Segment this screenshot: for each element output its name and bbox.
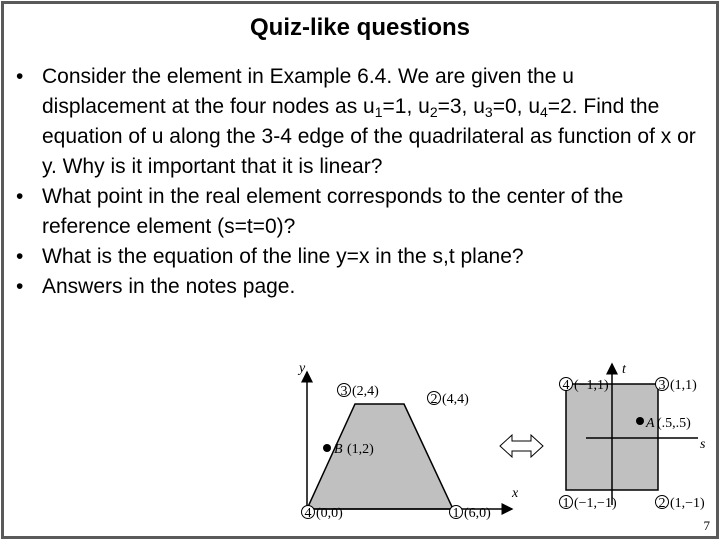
bullet-dot-icon: • bbox=[16, 185, 24, 208]
y-axis-label: y bbox=[299, 361, 306, 376]
s-axis-label: s bbox=[700, 437, 706, 452]
real-node-3-coord: (2,4) bbox=[352, 384, 379, 399]
ref-node-3-number: 3 bbox=[658, 378, 666, 393]
real-element-diagram bbox=[297, 361, 519, 521]
real-element-quadrilateral bbox=[307, 404, 453, 509]
page-number: 7 bbox=[703, 518, 710, 533]
point-b-coord: (1,2) bbox=[347, 442, 374, 457]
real-node-1-number: 1 bbox=[452, 506, 460, 521]
real-node-1-coord: (6,0) bbox=[464, 506, 491, 521]
real-node-2-number: 2 bbox=[430, 392, 438, 407]
reference-element-diagram bbox=[560, 362, 707, 511]
bullet-dot-icon: • bbox=[16, 65, 24, 88]
t-axis-label: t bbox=[622, 362, 626, 377]
ref-node-1-coord: (−1,−1) bbox=[574, 496, 617, 511]
bullet-item-3: • What is the equation of the line y=x in the s,t plane? bbox=[16, 242, 696, 272]
point-a-coord: (.5,.5) bbox=[657, 416, 691, 431]
point-b-dot-icon bbox=[323, 444, 331, 452]
bullet-item-2: • What point in the real element corresponds to the center of the reference element (s=t=0)? bbox=[16, 182, 696, 242]
ref-node-2-number: 2 bbox=[658, 496, 666, 511]
ref-node-1-number: 1 bbox=[562, 496, 570, 511]
bullet-dot-icon: • bbox=[16, 245, 24, 268]
real-node-4-coord: (0,0) bbox=[316, 506, 343, 521]
point-a-dot-icon bbox=[636, 417, 644, 425]
bullet-item-4: • Answers in the notes page. bbox=[16, 272, 696, 302]
real-node-3-number: 3 bbox=[340, 384, 348, 399]
bullet-dot-icon: • bbox=[16, 275, 24, 298]
real-node-2-coord: (4,4) bbox=[442, 392, 469, 407]
bullet-item-1: • Consider the element in Example 6.4. We are given the u displacement at the four nodes as $u_1=1$, $u_2=3$, $u_3=0$, $u_4=2$. Find the equation of u along the 3-4 edge of the quadrilateral as function of x or y. Why is it important that it is linear? bbox=[16, 62, 696, 182]
ref-node-4-coord: (−1,1) bbox=[574, 378, 609, 393]
ref-node-4-number: 4 bbox=[562, 378, 570, 393]
double-arrow-icon bbox=[500, 435, 543, 457]
point-b-label: B bbox=[334, 442, 343, 457]
point-a-label: A bbox=[646, 416, 655, 431]
ref-node-2-coord: (1,−1) bbox=[670, 496, 705, 511]
real-node-4-number: 4 bbox=[304, 506, 312, 521]
ref-node-3-coord: (1,1) bbox=[670, 378, 697, 393]
x-axis-label: x bbox=[512, 486, 519, 501]
slide-title: Quiz-like questions bbox=[249, 14, 471, 41]
